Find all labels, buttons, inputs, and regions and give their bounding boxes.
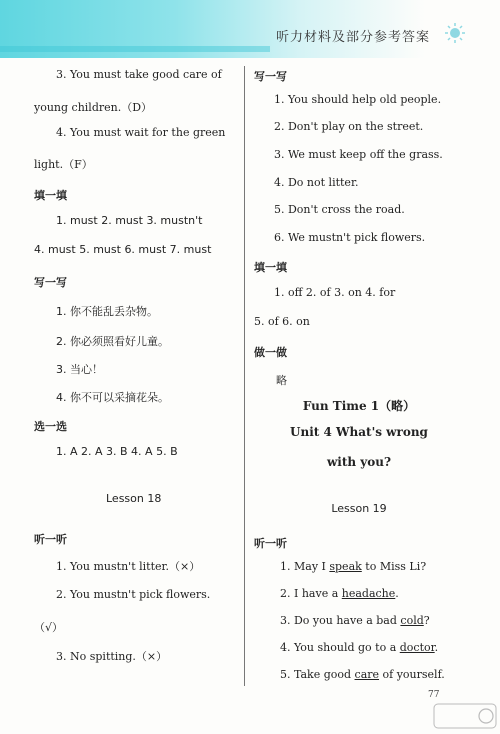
fun-time-title: Fun Time 1（略） xyxy=(302,399,416,413)
right-write-4: 4. Do not litter. xyxy=(274,176,359,189)
right-write-3: 3. We must keep off the grass. xyxy=(274,148,443,161)
left-write-4: 4. 你不可以采摘花朵。 xyxy=(56,391,169,404)
left-line-2: young children.（D） xyxy=(34,101,153,114)
left-choose-heading: 选一选 xyxy=(34,420,67,433)
left-listen-2-mark: （√） xyxy=(34,621,64,634)
left-fill-answers-2: 4. must 5. must 6. must 7. must xyxy=(34,243,212,256)
right-fill-answers-2: 5. of 6. on xyxy=(254,315,310,328)
left-line-4: light.（F） xyxy=(34,158,93,171)
sun-icon xyxy=(444,22,466,44)
left-choose-answers: 1. A 2. A 3. B 4. A 5. B xyxy=(56,445,178,458)
right-do-heading: 做一做 xyxy=(254,346,287,359)
page-header-title: 听力材料及部分参考答案 xyxy=(275,30,430,45)
watermark-logo-icon xyxy=(432,700,498,732)
right-listen-3: 3. Do you have a bad cold? xyxy=(280,614,430,627)
unit-4-title-line-1: Unit 4 What's wrong xyxy=(290,425,428,439)
left-listen-2: 2. You mustn't pick flowers. xyxy=(56,588,211,601)
page-number: 77 xyxy=(428,690,440,700)
left-fill-heading: 填一填 xyxy=(34,189,67,202)
right-do-answer: 略 xyxy=(276,374,287,387)
left-line-1: 3. You must take good care of xyxy=(56,68,222,81)
unit-4-title-line-2: with you? xyxy=(326,455,392,469)
right-listen-1: 1. May I speak to Miss Li? xyxy=(280,560,427,573)
right-write-1: 1. You should help old people. xyxy=(274,93,442,106)
right-listen-4: 4. You should go to a doctor. xyxy=(280,641,439,654)
right-listen-heading: 听一听 xyxy=(254,537,287,550)
left-write-3: 3. 当心！ xyxy=(56,363,103,376)
right-write-2: 2. Don't play on the street. xyxy=(274,120,424,133)
lesson-19-title: Lesson 19 xyxy=(331,502,387,515)
right-listen-5: 5. Take good care of yourself. xyxy=(280,668,445,681)
lesson-18-title: Lesson 18 xyxy=(106,492,162,505)
right-listen-2: 2. I have a headache. xyxy=(280,587,399,600)
left-write-heading: 写一写 xyxy=(34,276,67,289)
left-write-2: 2. 你必须照看好儿童。 xyxy=(56,335,169,348)
left-listen-3: 3. No spitting.（×） xyxy=(56,650,168,663)
left-fill-answers-1: 1. must 2. must 3. mustn't xyxy=(56,214,203,227)
right-fill-answers-1: 1. off 2. of 3. on 4. for xyxy=(274,286,396,299)
right-fill-heading: 填一填 xyxy=(254,261,287,274)
right-write-heading: 写一写 xyxy=(254,70,287,83)
left-line-3: 4. You must wait for the green xyxy=(56,126,226,139)
left-listen-1: 1. You mustn't litter.（×） xyxy=(56,560,201,573)
right-write-6: 6. We mustn't pick flowers. xyxy=(274,231,426,244)
right-write-5: 5. Don't cross the road. xyxy=(274,203,405,216)
left-listen-heading: 听一听 xyxy=(34,533,67,546)
column-divider xyxy=(244,66,245,686)
left-write-1: 1. 你不能乱丢杂物。 xyxy=(56,305,158,318)
